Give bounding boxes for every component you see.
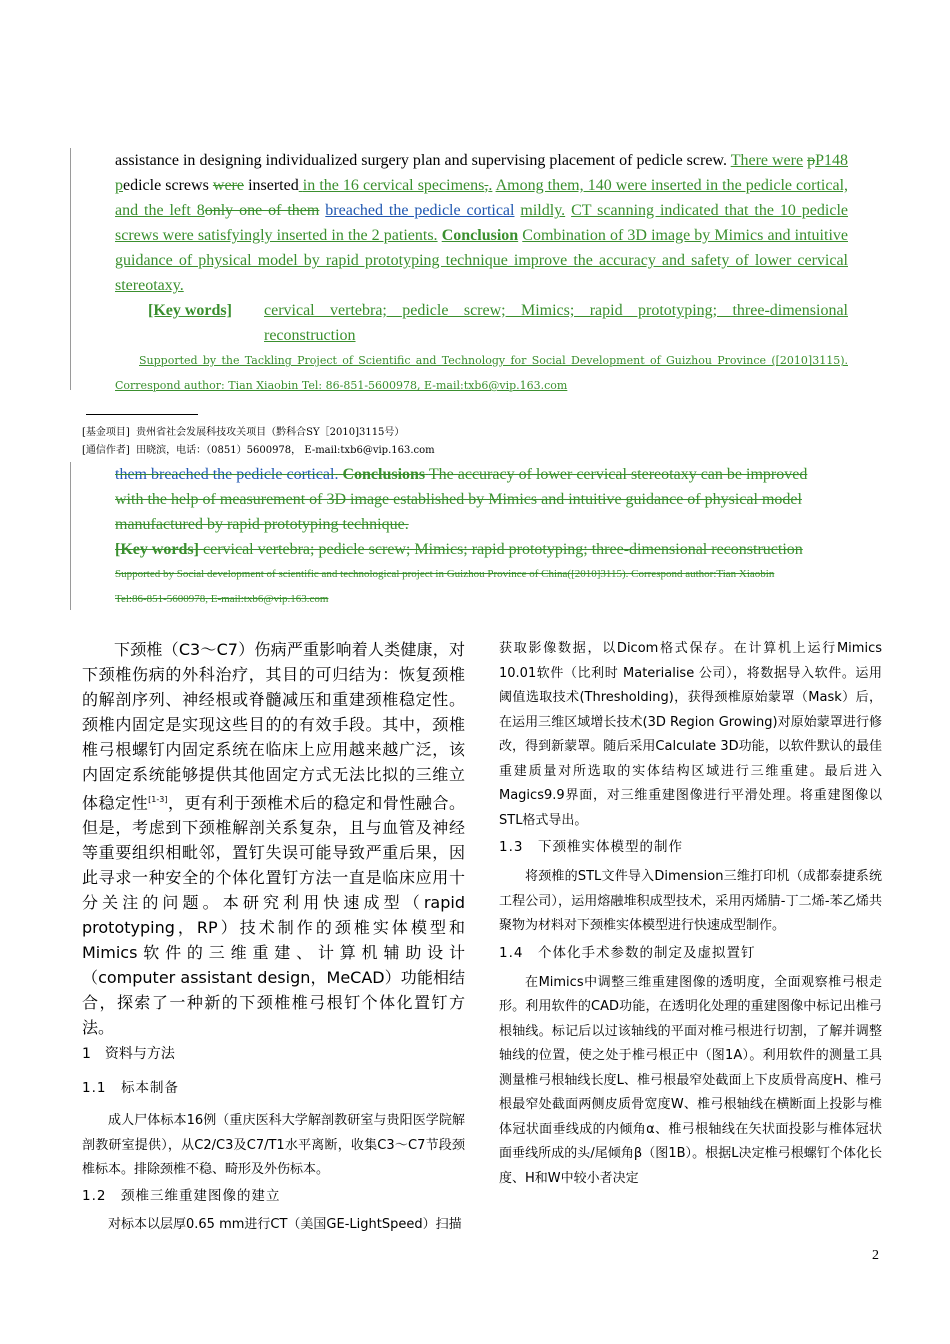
deleted-keywords: cervical vertebra; pedicle screw; Mimics; rapid prototyping; three-dimensional reconstruction <box>202 541 803 558</box>
deletion: were <box>212 177 244 194</box>
deletion: only one of them <box>204 202 320 219</box>
deleted-text: The accuracy of lower cervical stereotaxy can be improved <box>428 466 808 483</box>
abstract-line-plain: assistance in designing individualized surgery plan and supervising placement of pedicle screw. <box>115 152 727 169</box>
deleted-support: Tel:86-851-5600978, E-mail:txb6@vip.163.com <box>115 593 329 605</box>
deleted-text: manufactured by rapid prototyping technique. <box>115 516 409 533</box>
insertion: CT scanning indicated that the 10 pedicle screws were satisfyingly inserted in the 2 patients. <box>115 202 849 244</box>
footnote-rule <box>86 414 198 415</box>
paragraph-1-1: 成人尸体标本16例（重庆医科大学解剖教研室与贵阳医学院解剖教研室提供），从C2/C3及C7/T1水平离断，收集C3～C7节段颈椎标本。排除颈椎不稳、畸形及外伤标本。 <box>82 1113 465 1178</box>
paragraph-1-4: 在Mimics中调整三维重建图像的透明度，全面观察椎弓根走形。利用软件的CAD功能，在透明化处理的重建图像中标记出椎弓根轴线。标记后以过该轴线的平面对椎弓根进行切割，了解并调整轴线的位置，使之处于椎弓根正中（图1A）。利用软件的测量工具测量椎弓根轴线长度L、椎弓根最窄处截面上下皮质骨高度H、椎弓根最窄处截面两侧皮质骨宽度W、椎弓根轴线在横断面上投影与椎体冠状面垂线成的内倾角α、椎弓根轴线在矢状面投影与椎体冠状面垂线所成的头/尾倾角β（图1B）。根据L决定椎弓根螺钉个体化长度、H和W中较小者决定 <box>499 974 882 1186</box>
section-1-3-heading: 1.3 下颈椎实体模型的制作 <box>499 839 683 855</box>
citation: [1-3] <box>148 795 168 804</box>
change-bar-top <box>70 148 71 390</box>
paragraph-1-2-continued: 获取影像数据，以Dicom格式保存。在计算机上运行Mimics 10.01软件（比利时 Materialise 公司），将数据导入软件。运用阈值选取技术(Thresholding)，获得颈椎原始蒙罩（Mask）后，在运用三维区域增长技术(3D Region Growing)对原始蒙罩进行修改，得到新蒙罩。随后采用Calculate 3D功能，以软件默认的最佳重建质量对所选取的实体结构区域进行三维重建。最后进入Magics9.9界面，对三维重建图像进行平滑处理。将重建图像以STL格式导出。 <box>499 641 882 828</box>
right-column <box>499 637 882 1191</box>
deleted-blue: them breached the pedicle cortical. <box>115 466 339 483</box>
abstract-text: edicle screws <box>123 177 209 194</box>
conclusion-label: Conclusion <box>441 227 519 244</box>
insertion: Among them, 140 were inserted in the pedicle cortical, and the left 8 <box>115 177 849 219</box>
deleted-text: with the help of measurement of 3D image established by Mimics and intuitive guidance of physical model <box>115 491 802 508</box>
deletion: , <box>484 177 489 194</box>
fund-label: [基金项目] <box>82 427 130 438</box>
deleted-block <box>115 462 855 612</box>
left-column <box>82 637 465 1237</box>
deleted-keywords-label: [Key words] <box>115 541 199 558</box>
author-label: [通信作者] <box>82 445 130 456</box>
insertion: . <box>488 177 493 194</box>
blue-insertion: breached the pedicle cortical <box>325 202 515 219</box>
section-1-2-heading: 1.2 颈椎三维重建图像的建立 <box>82 1187 281 1204</box>
keywords-row <box>148 298 848 348</box>
paragraph-1-3: 将颈椎的STL文件导入Dimension三维打印机（成都泰捷系统工程公司），运用熔融堆积成型技术，采用丙烯腈-丁二烯-苯乙烯共聚物为材料对下颈椎实体模型进行快速成型制作。 <box>499 869 882 933</box>
abstract-english <box>115 148 848 298</box>
insertion: P148 p <box>115 152 849 194</box>
section-1-1-heading: 1.1 标本制备 <box>82 1080 179 1097</box>
keywords-label: [Key words] <box>148 302 232 319</box>
footnote-author <box>82 442 842 460</box>
intro-paragraph: 下颈椎（C3～C7）伤病严重影响着人类健康，对下颈椎伤病的外科治疗，其目的可归结为：恢复颈椎的解剖序列、神经根或脊髓减压和重建颈椎稳定性。颈椎内固定是实现这些目的的有效手段。其中，颈椎椎弓根螺钉内固定系统在临床上应用越来越广泛，该内固定系统能够提供其他固定方式无法比拟的三维立体稳定性[1-3]，更有利于颈椎术后的稳定和骨性融合。但是，考虑到下颈椎解剖关系复杂，且与血管及神经等重要组织相毗邻，置钉失误可能导致严重后果，因此寻求一种安全的个体化置钉方法一直是临床应用十分关注的问题。本研究利用快速成型（rapid prototyping，RP）技术制作的颈椎实体模型和Mimics软件的三维重建、计算机辅助设计（computer assistant design，MeCAD）功能相结合，探索了一种新的下颈椎椎弓根钉个体化置钉方法。 <box>82 640 465 1038</box>
support-note: Supported by the Tackling Project of Scientific and Technology for Social Development of Guizhou Province ([2010]3115). Correspond author: Tian Xiaobin Tel: 86-851-5600978, E-mail:txb6@vip.163.com <box>115 354 848 392</box>
keywords-text: cervical vertebra; pedicle screw; Mimics; rapid prototyping; three-dimensional reconstruction <box>264 302 848 344</box>
insertion: mildly. <box>520 202 566 219</box>
deletion: p <box>807 152 816 169</box>
page-number: 2 <box>872 1248 879 1263</box>
change-bar-bottom <box>70 462 71 610</box>
conclusion-text: Combination of 3D image by Mimics and intuitive guidance of physical model by rapid prototyping technique improve the accuracy and safety of lower cervical stereotaxy. <box>115 227 848 294</box>
author-text: 田晓滨，电话：（0851）5600978， E-mail:txb6@vip.163.com <box>136 445 435 456</box>
fund-text: 贵州省社会发展科技攻关项目（黔科合SY［2010]3115号） <box>136 427 405 438</box>
insertion: in the 16 cervical specimens <box>302 177 485 194</box>
deleted-support: Supported by Social development of scientific and technological project in Guizhou Province of China([2010]3115). Correspond author:Tian Xiaobin <box>115 568 775 580</box>
deleted-conclusions-label: Conclusions <box>342 466 426 483</box>
footnote-fund <box>82 424 842 442</box>
section-1-4-heading: 1.4 个体化手术参数的制定及虚拟置钉 <box>499 944 756 961</box>
abstract-text: inserted <box>248 177 299 194</box>
paragraph-1-2: 对标本以层厚0.65 mm进行CT（美国GE-LightSpeed）扫描 <box>108 1216 462 1232</box>
section-1-heading: 1 资料与方法 <box>82 1046 175 1063</box>
insertion: There were <box>730 152 804 169</box>
